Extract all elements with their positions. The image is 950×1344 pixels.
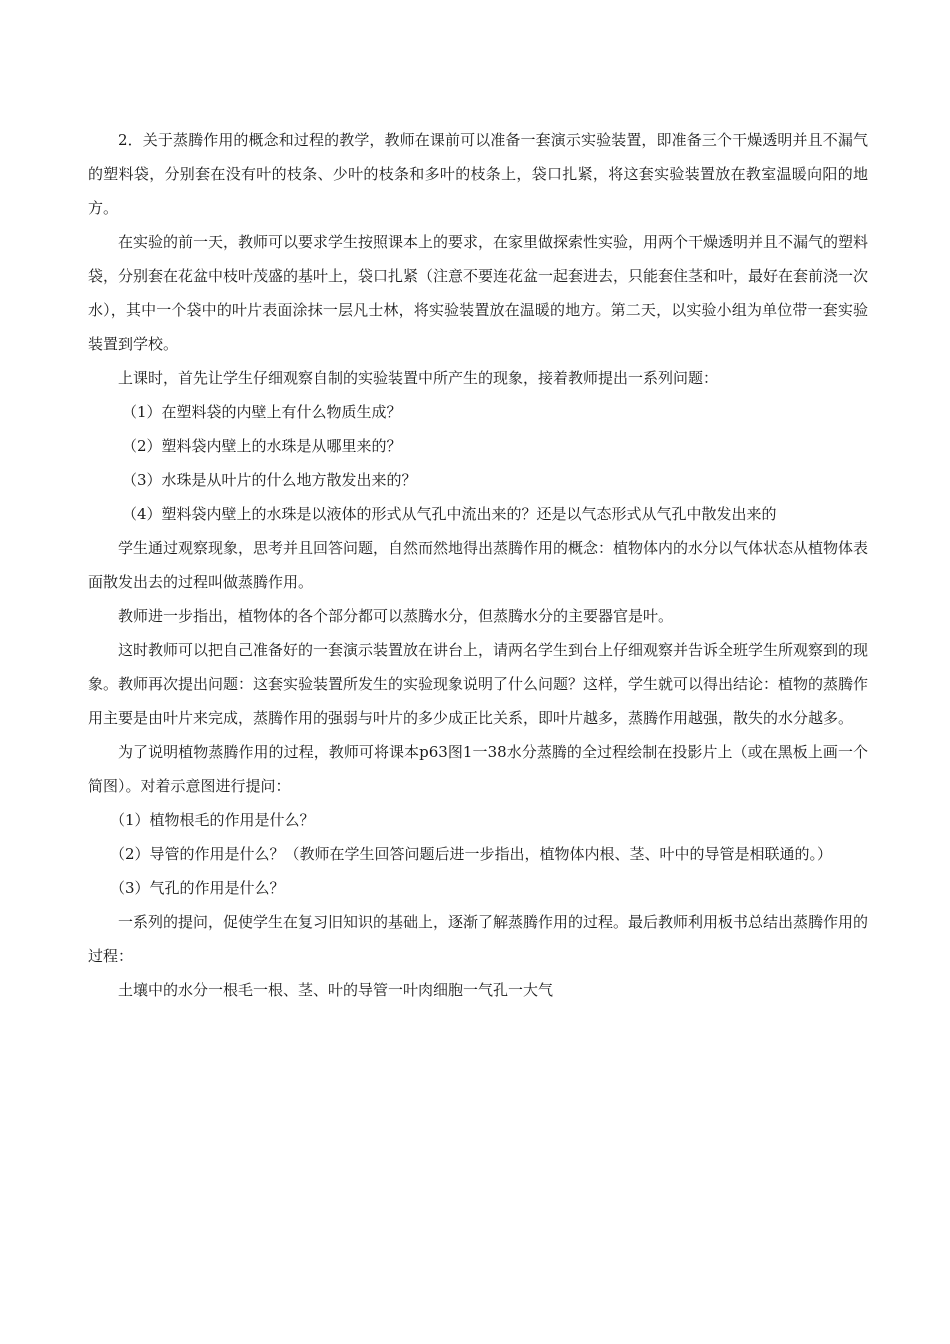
document-body: [88, 123, 868, 1007]
paragraph-6: 这时教师可以把自己准备好的一套演示装置放在讲台上，请两名学生到台上仔细观察并告诉全班学生所观察到的现象。教师再次提出问题：这套实验装置所发生的实验现象说明了什么问题？这样，学生就可以得出结论：植物的蒸腾作用主要是由叶片来完成，蒸腾作用的强弱与叶片的多少成正比关系，即叶片越多，蒸腾作用越强，散失的水分越多。: [88, 641, 869, 727]
paragraph-8: 一系列的提问，促使学生在复习旧知识的基础上，逐渐了解蒸腾作用的过程。最后教师利用板书总结出蒸腾作用的过程：: [88, 913, 869, 965]
paragraph-5: 教师进一步指出，植物体的各个部分都可以蒸腾水分，但蒸腾水分的主要器官是叶。: [118, 607, 674, 625]
paragraph-4: 学生通过观察现象，思考并且回答问题，自然而然地得出蒸腾作用的概念：植物体内的水分以气体状态从植物体表面散发出去的过程叫做蒸腾作用。: [88, 539, 869, 591]
prompt-question-1: （1）植物根毛的作用是什么？: [110, 811, 315, 829]
paragraph-1: 2．关于蒸腾作用的概念和过程的教学，教师在课前可以准备一套演示实验装置，即准备三个干燥透明并且不漏气的塑料袋，分别套在没有叶的枝条、少叶的枝条和多叶的枝条上，袋口扎紧，将这套实验装置放在教室温暖向阳的地方。: [88, 131, 868, 217]
process-flow: 土壤中的水分一根毛一根、茎、叶的导管一叶肉细胞一气孔一大气: [118, 981, 554, 999]
paragraph-7: 为了说明植物蒸腾作用的过程，教师可将课本p63图1一38水分蒸腾的全过程绘制在投影片上（或在黑板上画一个简图）。对着示意图进行提问：: [88, 743, 868, 795]
question-1: （1）在塑料袋的内壁上有什么物质生成？: [122, 403, 402, 421]
prompt-question-2: （2）导管的作用是什么？（教师在学生回答问题后进一步指出，植物体内根、茎、叶中的导管是相联通的。）: [110, 845, 833, 863]
question-4: （4）塑料袋内壁上的水珠是以液体的形式从气孔中流出来的？还是以气态形式从气孔中散发出来的: [122, 505, 777, 523]
prompt-question-3: （3）气孔的作用是什么？: [110, 879, 285, 897]
question-2: （2）塑料袋内壁上的水珠是从哪里来的？: [122, 437, 402, 455]
paragraph-3: 上课时，首先让学生仔细观察自制的实验装置中所产生的现象，接着教师提出一系列问题：: [118, 369, 719, 387]
paragraph-2: 在实验的前一天，教师可以要求学生按照课本上的要求，在家里做探索性实验，用两个干燥透明并且不漏气的塑料袋，分别套在花盆中枝叶茂盛的基叶上，袋口扎紧（注意不要连花盆一起套进去，只能套住茎和叶，最好在套前浇一次水），其中一个袋中的叶片表面涂抹一层凡士林，将实验装置放在温暖的地方。第二天，以实验小组为单位带一套实验装置到学校。: [88, 233, 869, 353]
question-3: （3）水珠是从叶片的什么地方散发出来的？: [122, 471, 417, 489]
